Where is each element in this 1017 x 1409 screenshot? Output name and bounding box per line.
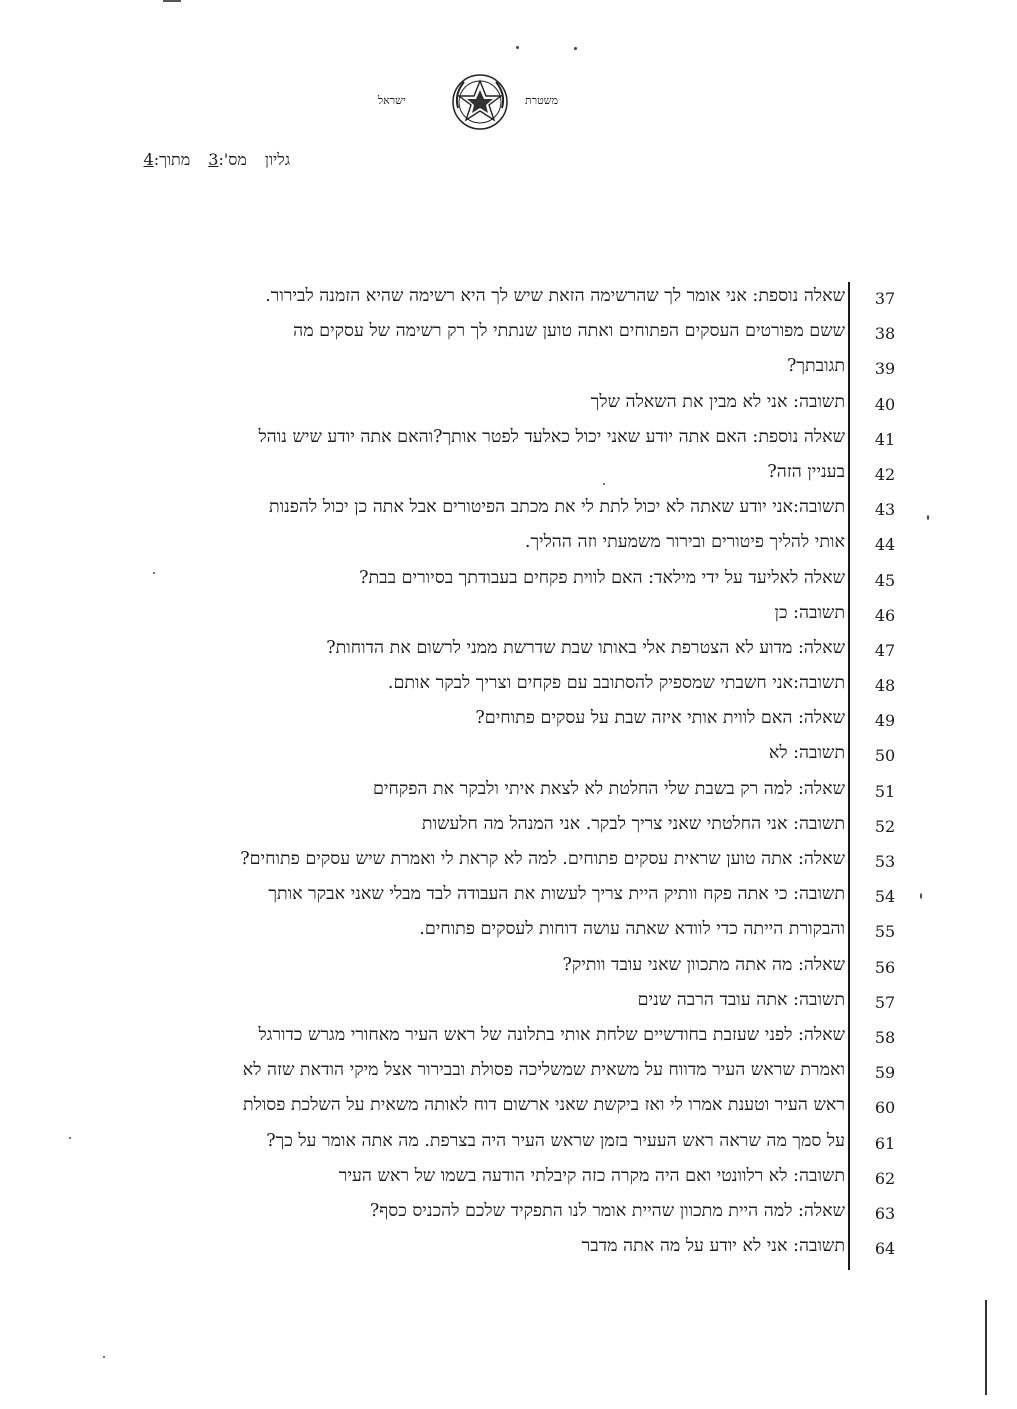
letterhead-right-word: משטרת <box>525 94 559 107</box>
line-number: 40 <box>874 394 896 414</box>
scan-speck <box>574 47 577 50</box>
line-number: 58 <box>874 1027 896 1047</box>
transcript-line <box>60 389 920 424</box>
line-text: תשובה: לא <box>768 743 845 764</box>
scan-speck <box>103 1356 105 1358</box>
scan-speck <box>920 893 922 899</box>
line-number: 38 <box>874 324 896 344</box>
line-number: 44 <box>874 535 896 555</box>
line-text: והבקורת הייתה כדי לוודא שאתה עושה דוחות לעסקים פתוחים. <box>419 919 845 940</box>
line-text: שאלה: מה אתה מתכוון שאני עובד וותיק? <box>562 954 845 975</box>
line-text: שאלה נוספת: האם אתה יודע שאני יכול כאלעד לפטר אותך?והאם אתה יודע שיש נוהל <box>258 426 845 447</box>
line-text: תשובה: אני החלטתי שאני צריך לבקר. אני המנהל מה חלעשות <box>421 813 845 834</box>
sheet-info <box>100 150 290 170</box>
line-text: אותי להליך פיטורים ובירור משמעתי וזה ההליך. <box>524 532 845 553</box>
line-text: תשובה: אני לא מבין את השאלה שלך <box>590 391 845 412</box>
line-number: 61 <box>874 1133 896 1153</box>
line-number: 41 <box>874 429 896 449</box>
line-number: 59 <box>874 1063 896 1083</box>
transcript-line <box>60 424 920 459</box>
transcript-line <box>60 952 920 987</box>
letterhead <box>0 66 1017 136</box>
transcript-line <box>60 1057 920 1092</box>
transcript-line <box>60 846 920 881</box>
line-text: תשובה: כי אתה פקח וותיק היית צריך לעשות את העבודה לבד מבלי שאני אבקר אותך <box>268 884 845 905</box>
line-number: 49 <box>874 711 896 731</box>
transcript-line <box>60 565 920 600</box>
transcript-line <box>60 916 920 951</box>
transcript-line <box>60 740 920 775</box>
line-text: תשובה:אני חשבתי שמספיק להסתובב עם פקחים וצריך לבקר אותם. <box>387 673 845 694</box>
transcript-line <box>60 811 920 846</box>
line-number: 63 <box>874 1203 896 1223</box>
letterhead-left-word: ישראל <box>378 94 406 107</box>
line-number: 60 <box>874 1098 896 1118</box>
line-text: תשובה: אני לא יודע על מה אתה מדבר <box>581 1236 845 1257</box>
line-number: 42 <box>874 464 896 484</box>
transcript-line <box>60 1233 920 1268</box>
transcript-line <box>60 494 920 529</box>
line-number: 55 <box>874 922 896 942</box>
line-text: שאלה: מדוע לא הצטרפת אלי באותו שבת שדרשת ממני לרשום את הדוחות? <box>326 637 845 658</box>
line-number: 47 <box>874 640 896 660</box>
sheet-label: גליון <box>264 150 290 169</box>
line-text: תשובה: כן <box>774 602 845 623</box>
line-text: שאלה לאליעד על ידי מילאד: האם לווית פקחים בעבודתך בסיורים בבת? <box>359 567 845 588</box>
transcript-line <box>60 353 920 388</box>
line-number: 45 <box>874 570 896 590</box>
scan-mark <box>163 0 181 2</box>
scan-speck <box>153 572 155 574</box>
line-text: תשובה: לא רלוונטי ואם היה מקרה כזה קיבלתי הודעה בשמו של ראש העיר <box>338 1165 845 1186</box>
line-text: תשובה: אתה עובד הרבה שנים <box>637 989 845 1010</box>
line-number: 50 <box>874 746 896 766</box>
transcript-line <box>60 1022 920 1057</box>
transcript-line <box>60 318 920 353</box>
line-number: 43 <box>874 500 896 520</box>
line-number: 46 <box>874 605 896 625</box>
line-number: 56 <box>874 957 896 977</box>
line-text: שאלה: לפני שעזבת בחודשיים שלחת אותי בתלונה של ראש העיר מאחורי מגרש כדורגל <box>258 1024 845 1045</box>
transcript-line <box>60 1163 920 1198</box>
line-number: 37 <box>874 289 896 308</box>
transcript-line <box>60 881 920 916</box>
scan-speck <box>69 1137 71 1139</box>
line-number: 53 <box>874 852 896 871</box>
transcript-lines <box>60 283 920 1268</box>
line-text: על סמך מה שראה ראש העעיר בזמן שראש העיר היה בצרפת. מה אתה אומר על כך? <box>266 1130 845 1151</box>
transcript-line <box>60 1092 920 1127</box>
transcript-line <box>60 1198 920 1233</box>
line-text: שאלה: האם לווית אותי איזה שבת על עסקים פתוחים? <box>475 708 845 729</box>
transcript-line <box>60 670 920 705</box>
transcript-line <box>60 600 920 635</box>
line-text: ואמרת שראש העיר מדווח על משאית שמשליכה פסולת ובבירור אצל מיקי הודאת שזה לא <box>242 1060 845 1081</box>
line-text: שאלה נוספת: אני אומר לך שהרשימה הזאת שיש לך היא רשימה שהיא הזמנה לבירור. <box>265 286 845 306</box>
transcript-line <box>60 1128 920 1163</box>
transcript-line <box>60 987 920 1022</box>
line-number: 57 <box>874 992 896 1012</box>
line-text: שאלה: למה רק בשבת שלי החלטת לא לצאת איתי ולבקר את הפקחים <box>372 778 845 799</box>
transcript-line <box>60 283 920 318</box>
line-text: שאלה: למה היית מתכוון שהיית אומר לנו התפקיד שלכם להכניס כסף? <box>369 1200 845 1221</box>
line-number: 51 <box>874 781 896 801</box>
sheet-total: מתוך:4 <box>143 150 191 169</box>
line-number: 39 <box>874 359 896 379</box>
transcript-line <box>60 705 920 740</box>
line-number: 64 <box>874 1239 896 1259</box>
transcript-line <box>60 635 920 670</box>
line-number: 52 <box>874 816 896 836</box>
line-text: ששם מפורטים העסקים הפתוחים ואתה טוען שנתתי לך רק רשימה של עסקים מה <box>293 321 845 342</box>
transcript-line <box>60 776 920 811</box>
line-text: שאלה: אתה טוען שראית עסקים פתוחים. למה לא קראת לי ואמרת שיש עסקים פתוחים? <box>240 849 845 869</box>
transcript-line <box>60 529 920 564</box>
police-emblem-icon <box>450 72 510 132</box>
scan-speck <box>603 483 605 485</box>
line-text: בעניין הזה? <box>767 461 845 482</box>
scan-speck <box>516 46 519 49</box>
line-number: 48 <box>874 676 896 696</box>
sheet-number: מס':3 <box>208 150 247 169</box>
line-text: תשובה:אני יודע שאתה לא יכול לתת לי את מכתב הפיטורים אבל אתה כן יכול להפנות <box>268 497 845 518</box>
transcript-line <box>60 459 920 494</box>
line-number: 54 <box>874 887 896 907</box>
scan-mark <box>985 1300 987 1395</box>
line-number: 62 <box>874 1168 896 1188</box>
scan-speck <box>927 515 929 520</box>
line-text: ראש העיר וטענת אמרו לי ואז ביקשת שאני ארשום דוח לאותה משאית על השלכת פסולת <box>242 1095 845 1116</box>
line-text: תגובתך? <box>786 356 845 377</box>
